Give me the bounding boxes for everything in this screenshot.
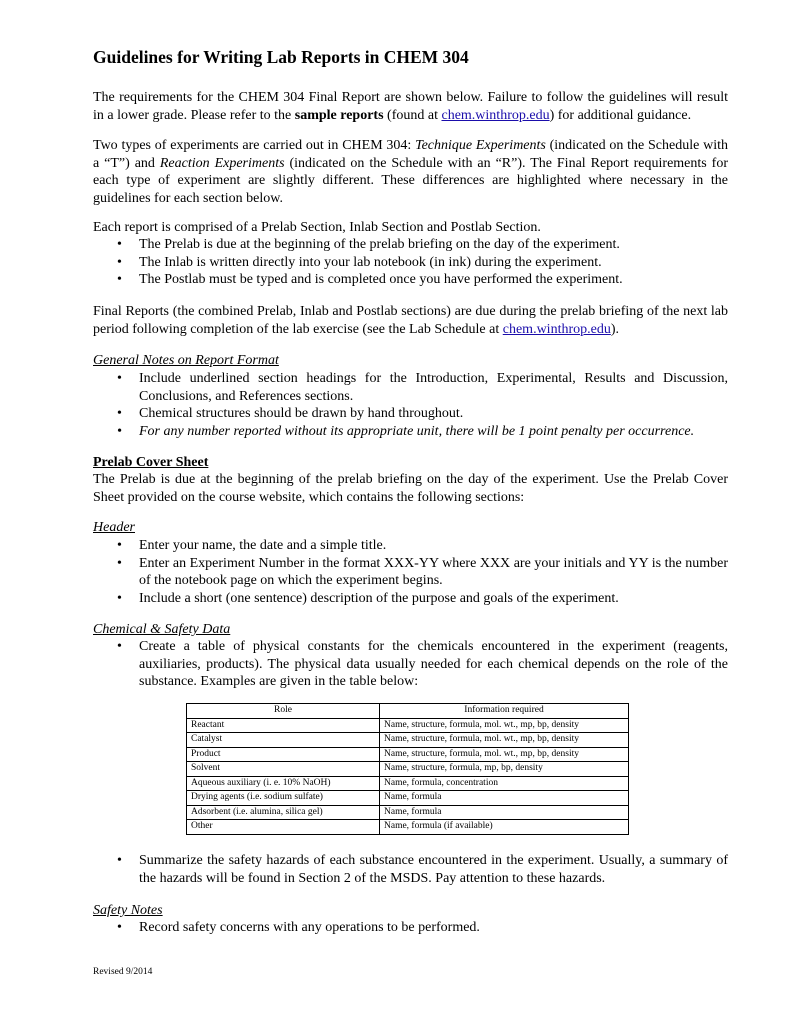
table-header-row [187, 704, 629, 719]
winthrop-link[interactable]: chem.winthrop.edu [441, 107, 550, 123]
table-cell: Adsorbent (i.e. alumina, silica gel) [187, 805, 380, 820]
types-text: Two types of experiments are carried out in CHEM 304: [93, 138, 416, 153]
physical-data-table [186, 703, 629, 835]
column-header-info: Information required [380, 704, 629, 719]
general-notes-heading: General Notes on Report Format [93, 353, 279, 368]
table-cell: Drying agents (i.e. sodium sulfate) [187, 791, 380, 806]
technique-experiments-text: Technique Experiments [415, 138, 546, 153]
intro-text: ) for additional guidance. [549, 107, 692, 123]
list-item: • Summarize the safety hazards of each substance encountered in the experiment. Usually, a summary of the hazards will be found in Section 2 of the MSDS. Pay attention to these hazards. [93, 852, 728, 887]
list-item: • Enter your name, the date and a simple title. [93, 537, 728, 555]
safety-notes-list [93, 919, 728, 937]
table-cell: Name, structure, formula, mol. wt., mp, bp, density [380, 747, 629, 762]
table-row [187, 733, 629, 748]
final-reports-paragraph [93, 303, 728, 338]
table-cell: Name, structure, formula, mol. wt., mp, bp, density [380, 718, 629, 733]
header-section-list [93, 537, 728, 607]
list-item: • For any number reported without its appropriate unit, there will be 1 point penalty per occurrence. [93, 423, 728, 441]
table-row [187, 776, 629, 791]
list-item: • Include underlined section headings for the Introduction, Experimental, Results and Discussion, Conclusions, and References sections. [93, 370, 728, 405]
types-text: (indicated on the Schedule with a “T”) and [93, 138, 728, 171]
table-row [187, 747, 629, 762]
table-cell: Name, formula [380, 791, 629, 806]
header-section-heading: Header [93, 520, 135, 535]
column-header-role: Role [187, 704, 380, 719]
list-item: • Include a short (one sentence) description of the purpose and goals of the experiment. [93, 590, 728, 608]
intro-paragraph [93, 89, 728, 124]
reaction-experiments-text: Reaction Experiments [159, 155, 285, 171]
chemical-safety-list [93, 638, 728, 691]
table-cell: Name, structure, formula, mol. wt., mp, bp, density [380, 733, 629, 748]
list-item: • Enter an Experiment Number in the format XXX-YY where XXX are your initials and YY is the number of the notebook page on which the experiment begins. [93, 555, 728, 590]
table-cell: Reactant [187, 718, 380, 733]
table-cell: Catalyst [187, 733, 380, 748]
intro-text: (found at [383, 107, 442, 123]
table-cell: Name, formula, concentration [380, 776, 629, 791]
list-item: • The Inlab is written directly into your lab notebook (in ink) during the experiment. [93, 254, 728, 272]
table-cell: Product [187, 747, 380, 762]
experiment-types-paragraph [93, 137, 728, 207]
table-cell: Name, formula [380, 805, 629, 820]
final-reports-text: Final Reports (the combined Prelab, Inlab and Postlab sections) are due during the prelab briefing of the next lab period following completion of the lab exercise (see the Lab Schedule at [93, 304, 728, 337]
document-title: Guidelines for Writing Lab Reports in CHEM 304 [93, 47, 469, 67]
types-text: (indicated on the Schedule with an “R”). The Final Report requirements for each type of experiment are slightly different. These differences are highlighted where necessary in the guidelines for each section below. [93, 155, 728, 206]
list-item: • Create a table of physical constants for the chemicals encountered in the experiment (reagents, auxiliaries, products). The physical data usually needed for each chemical depends on the role of the substance. Examples are given in the table below: [93, 638, 728, 691]
revision-footer: Revised 9/2014 [93, 967, 153, 977]
prelab-paragraph: The Prelab is due at the beginning of the prelab briefing on the day of the experiment. Use the Prelab Cover Sheet provided on the course website, which contains the following sections: [93, 472, 728, 505]
table-row [187, 805, 629, 820]
chemical-safety-list-continued [93, 852, 728, 887]
table-cell: Solvent [187, 762, 380, 777]
list-item: • Chemical structures should be drawn by hand throughout. [93, 405, 728, 423]
table-cell: Name, formula (if available) [380, 820, 629, 835]
chemical-safety-heading: Chemical & Safety Data [93, 622, 231, 637]
sections-intro: Each report is comprised of a Prelab Section, Inlab Section and Postlab Section. [93, 220, 541, 235]
sample-reports-text: sample reports [294, 107, 384, 123]
safety-notes-heading: Safety Notes [93, 903, 163, 918]
table-cell: Name, structure, formula, mp, bp, density [380, 762, 629, 777]
sections-list [93, 236, 728, 289]
table-cell: Aqueous auxiliary (i. e. 10% NaOH) [187, 776, 380, 791]
winthrop-link[interactable]: chem.winthrop.edu [502, 321, 611, 337]
final-reports-text: ). [610, 321, 620, 337]
table-row [187, 762, 629, 777]
list-item: • Record safety concerns with any operations to be performed. [93, 919, 728, 937]
table-cell: Other [187, 820, 380, 835]
prelab-heading: Prelab Cover Sheet [93, 455, 209, 470]
list-item: • The Postlab must be typed and is completed once you have performed the experiment. [93, 271, 728, 289]
list-item: • The Prelab is due at the beginning of the prelab briefing on the day of the experiment. [93, 236, 728, 254]
table-row [187, 791, 629, 806]
general-notes-list [93, 370, 728, 440]
table-row [187, 820, 629, 835]
intro-text: The requirements for the CHEM 304 Final Report are shown below. Failure to follow the guidelines will result in a lower grade. Please refer to the [93, 90, 728, 123]
table-row [187, 718, 629, 733]
